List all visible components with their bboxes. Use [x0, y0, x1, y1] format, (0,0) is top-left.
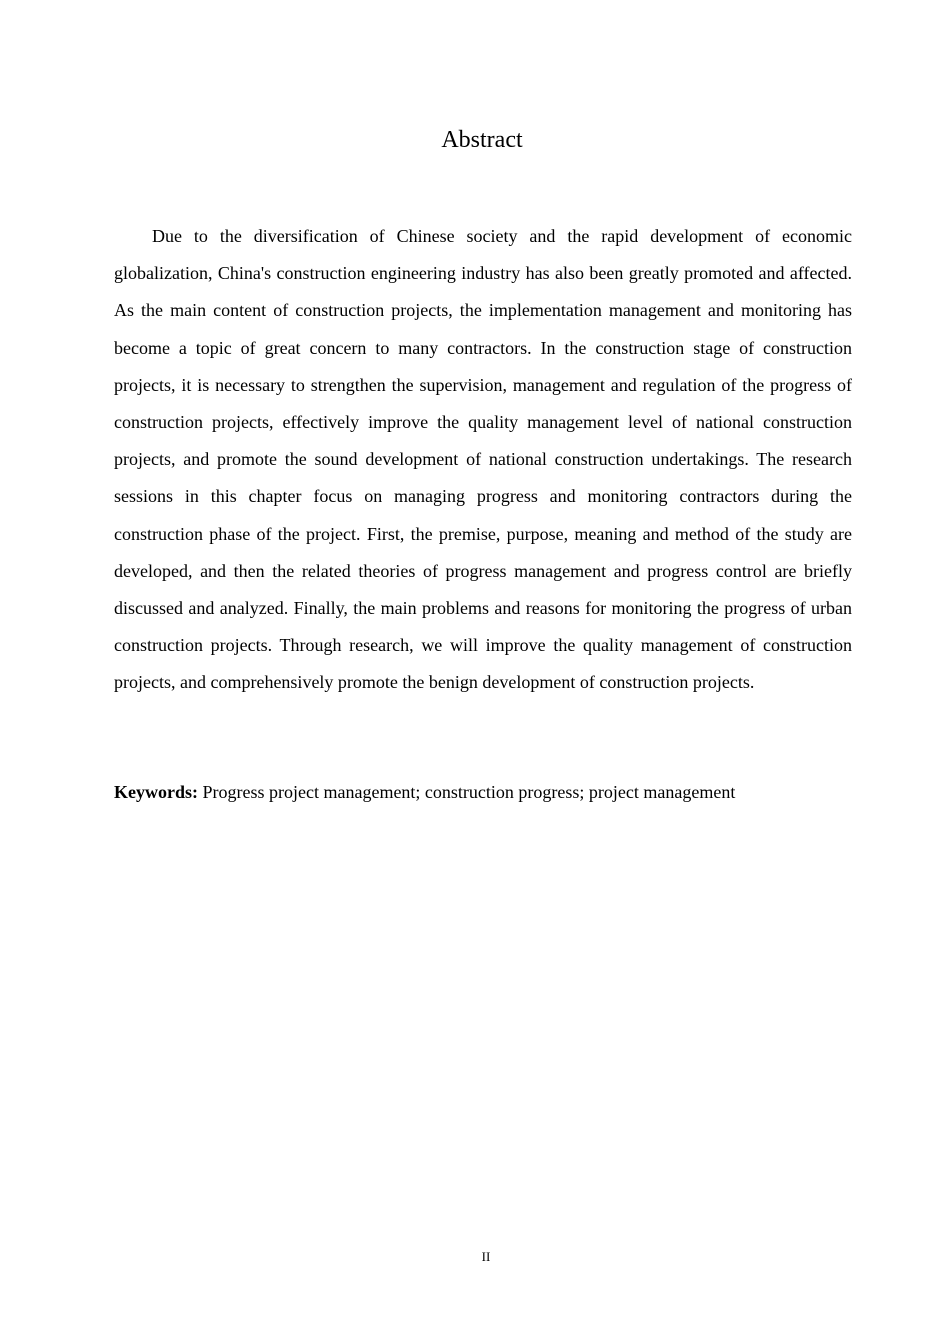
abstract-body: Due to the diversification of Chinese society and the rapid development of economic globalization, China's construction engineering industry has also been greatly promoted and affected. As the main content of construction projects, the implementation management and monitoring has become a topic of great concern to many contractors. In the construction stage of construction projects, it is necessary to strengthen the supervision, management and regulation of the progress of construction projects, effectively improve the quality management level of national construction projects, and promote the sound development of national construction undertakings. The research sessions in this chapter focus on managing progress and monitoring contractors during the construction phase of the project. First, the premise, purpose, meaning and method of the study are developed, and then the related theories of progress management and progress control are briefly discussed and analyzed. Finally, the main problems and reasons for monitoring the progress of urban construction projects. Through research, we will improve the quality management of construction projects, and comprehensively promote the benign development of construction projects. [114, 226, 852, 693]
abstract-title: Abstract [441, 127, 523, 153]
keywords-line [114, 776, 852, 808]
page-number: II [481, 1249, 491, 1264]
keywords-text: Progress project management; construction progress; project management [202, 782, 736, 802]
keywords-label: Keywords: [114, 782, 198, 802]
